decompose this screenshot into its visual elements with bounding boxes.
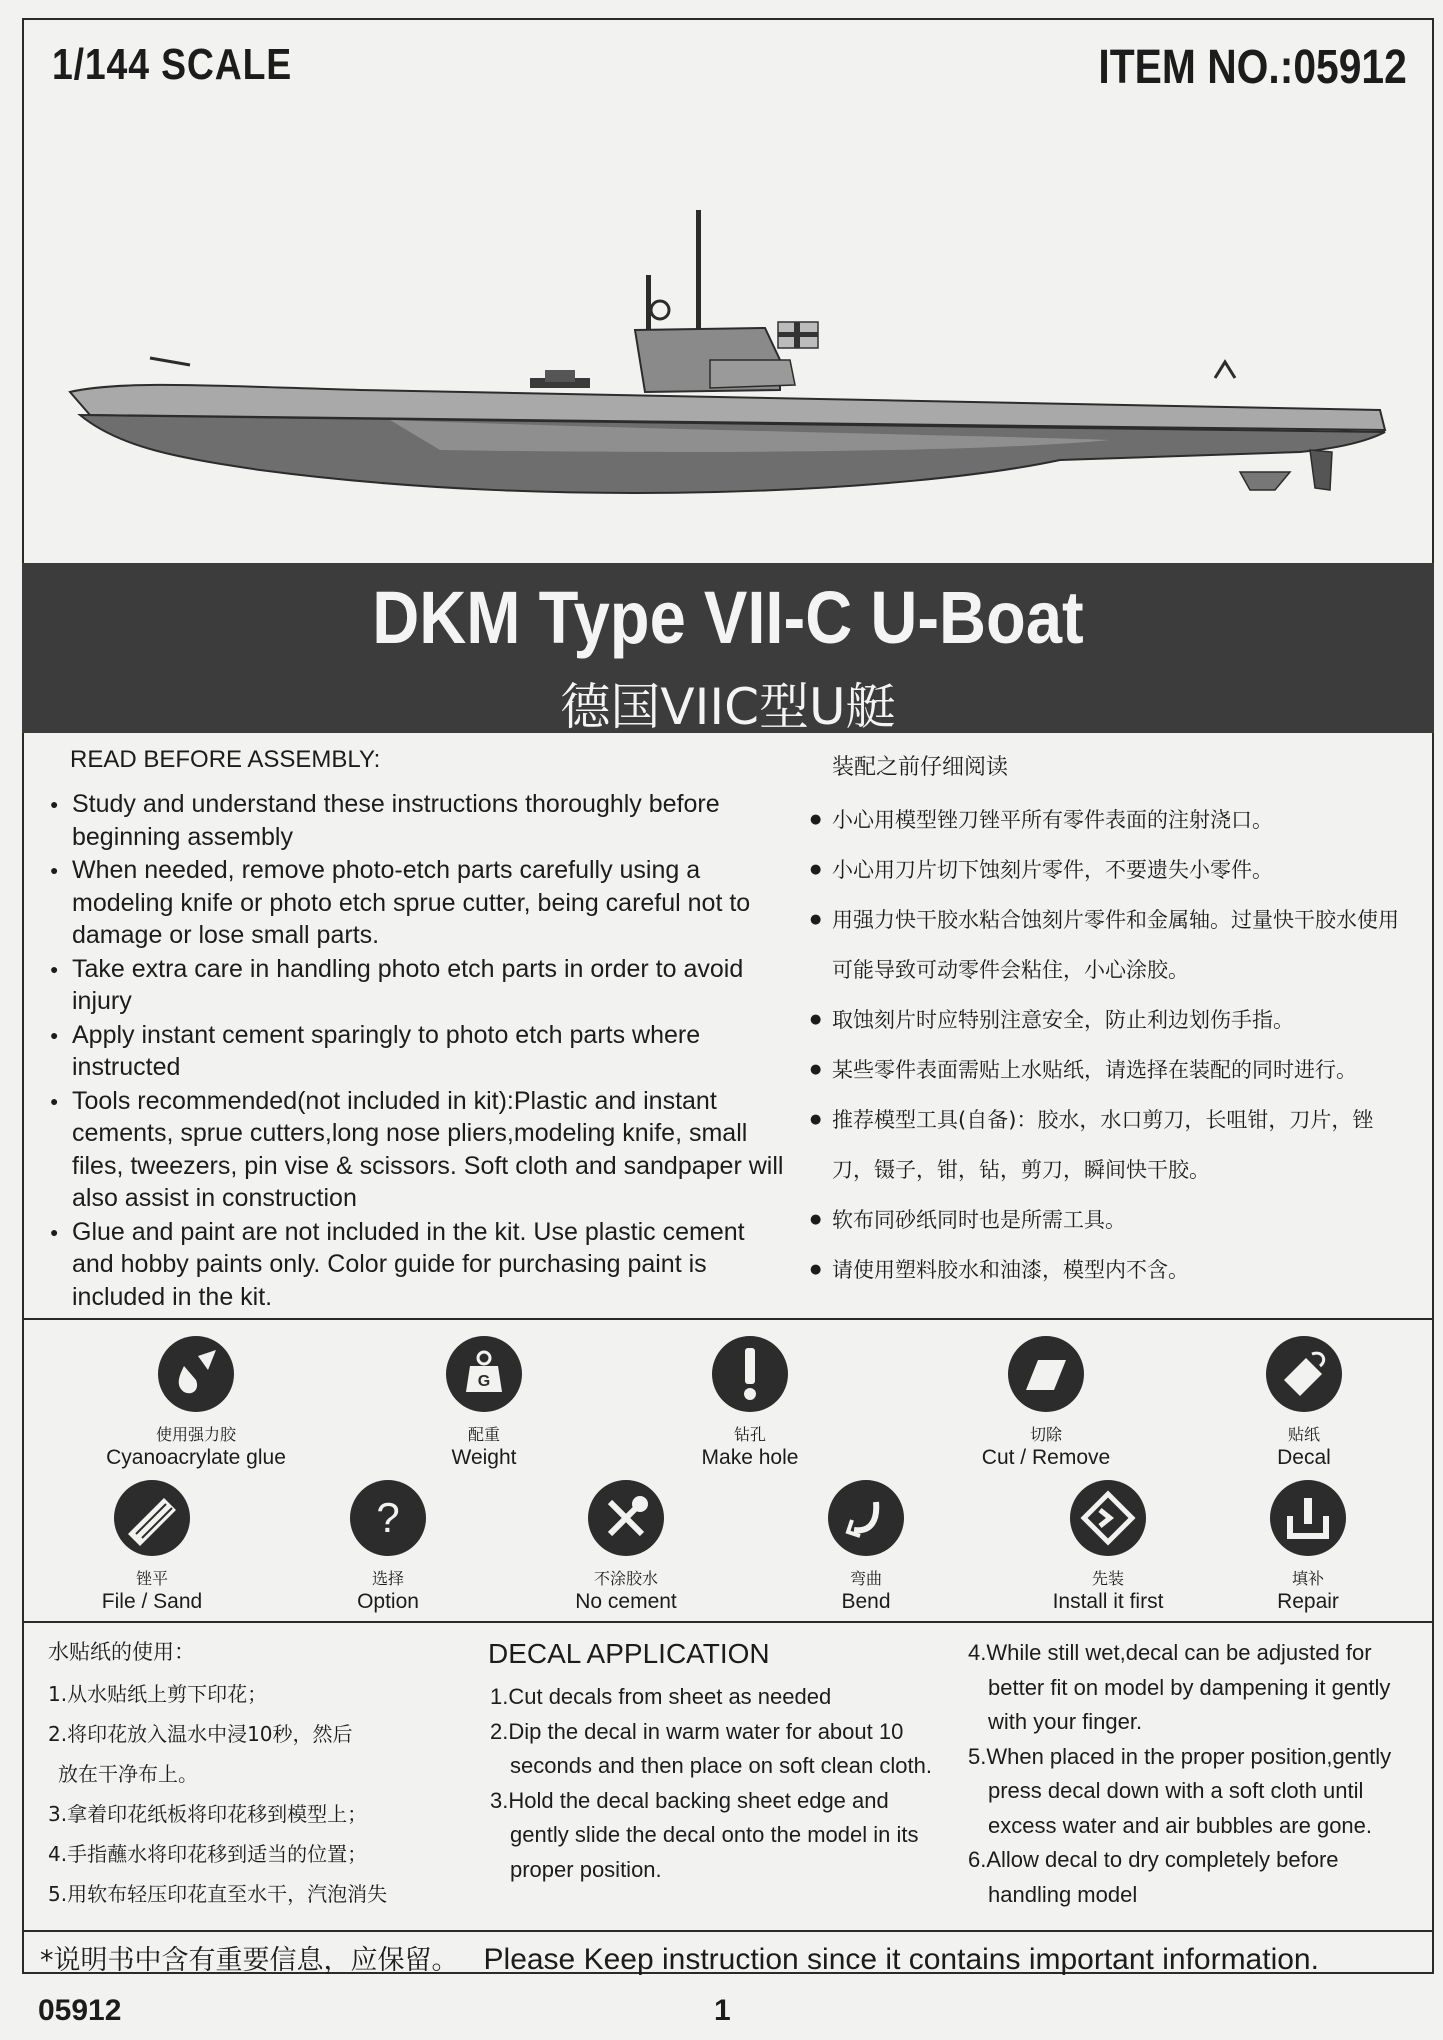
list-item: ● 请使用塑料胶水和油漆，模型内不含。 xyxy=(810,1245,1410,1295)
file-icon xyxy=(114,1480,190,1556)
symbols-legend xyxy=(22,1318,1434,1623)
list-item: ● Study and understand these instructions thoroughly before beginning assembly xyxy=(48,788,788,853)
read-before-list-en xyxy=(48,788,788,1314)
cut-icon xyxy=(1008,1336,1084,1412)
symbol-weight xyxy=(374,1336,594,1470)
decal-icon xyxy=(1266,1336,1342,1412)
repair-icon xyxy=(1270,1480,1346,1556)
list-item: 4.手指蘸水将印花移到适当的位置； xyxy=(48,1842,368,1866)
symbol-label-en: File / Sand xyxy=(101,1590,203,1613)
symbol-label-en: No cement xyxy=(575,1590,677,1613)
list-item: ● 小心用刀片切下蚀刻片零件，不要遗失小零件。 xyxy=(810,845,1410,895)
list-item: ● Glue and paint are not included in the kit. Use plastic cement and hobby paints only. Color guide for purchasing paint is included in the kit. xyxy=(48,1216,788,1314)
symbol-file xyxy=(42,1480,262,1614)
no-cement-icon xyxy=(588,1480,664,1556)
install-first-icon xyxy=(1070,1480,1146,1556)
read-before-list-cn xyxy=(810,795,1410,1295)
symbol-label-en: Make hole xyxy=(701,1446,799,1469)
submarine-illustration xyxy=(60,210,1400,520)
symbol-label-en: Repair xyxy=(1277,1590,1339,1613)
symbol-label-cn: 使用强力胶 xyxy=(155,1425,236,1444)
list-item: 3.Hold the decal backing sheet edge and gently slide the decal onto the model in its proper position. xyxy=(490,1787,919,1882)
read-before-title-cn: 装配之前仔细阅读 xyxy=(832,755,1009,780)
list-item: 放在干净布上。 xyxy=(58,1762,198,1786)
question-icon xyxy=(350,1480,426,1556)
list-item: ● 小心用模型锉刀锉平所有零件表面的注射浇口。 xyxy=(810,795,1410,845)
footer-note xyxy=(40,1938,1319,1977)
decal-cn-steps xyxy=(48,1674,387,1914)
list-item: ● When needed, remove photo-etch parts carefully using a modeling knife or photo etch sprue cutter, being careful not to damage or lose small parts. xyxy=(48,854,788,952)
list-item: ● 取蚀刻片时应特别注意安全，防止利边划伤手指。 xyxy=(810,995,1410,1045)
list-item: ● 软布同砂纸同时也是所需工具。 xyxy=(810,1195,1410,1245)
list-item: 1.从水贴纸上剪下印花； xyxy=(48,1682,268,1706)
symbol-label-cn: 填补 xyxy=(1291,1569,1324,1588)
symbol-no-cement xyxy=(516,1480,736,1614)
page-number: 1 xyxy=(714,1994,731,2027)
list-item: 1.Cut decals from sheet as needed xyxy=(490,1684,832,1709)
drill-icon xyxy=(712,1336,788,1412)
symbol-label-en: Cyanoacrylate glue xyxy=(106,1446,286,1469)
symbol-label-cn: 弯曲 xyxy=(849,1569,882,1588)
symbol-repair xyxy=(1198,1480,1418,1614)
svg-text:G: G xyxy=(477,1373,491,1390)
decal-cn-title: 水贴纸的使用： xyxy=(48,1640,195,1664)
symbol-label-en: Install it first xyxy=(1052,1590,1164,1613)
symbol-install-first xyxy=(998,1480,1218,1614)
weight-icon xyxy=(446,1336,522,1412)
title-band xyxy=(22,563,1434,736)
list-item: 2.将印花放入温水中浸10秒，然后 xyxy=(48,1722,353,1746)
title-chinese: 德国VIIC型U艇 xyxy=(560,678,896,736)
symbol-label-cn: 贴纸 xyxy=(1287,1425,1320,1444)
symbol-label-en: Bend xyxy=(841,1590,891,1613)
svg-text:?: ? xyxy=(376,1494,400,1541)
symbol-decal xyxy=(1194,1336,1414,1470)
list-item: ● 推荐模型工具(自备)：胶水，水口剪刀，长咀钳，刀片，锉刀，镊子，钳，钻，剪刀，瞬间快干胶。 xyxy=(810,1095,1410,1195)
title-english: DKM Type VII-C U-Boat xyxy=(372,576,1084,659)
list-item: ● Take extra care in handling photo etch parts in order to avoid injury xyxy=(48,953,788,1018)
symbol-bend xyxy=(756,1480,976,1614)
symbol-label-cn: 先装 xyxy=(1091,1569,1124,1588)
symbol-option xyxy=(278,1480,498,1614)
bend-icon xyxy=(828,1480,904,1556)
symbol-label-cn: 配重 xyxy=(467,1425,500,1444)
symbol-label-cn: 切除 xyxy=(1029,1425,1062,1444)
list-item: ● 用强力快干胶水粘合蚀刻片零件和金属轴。过量快干胶水使用可能导致可动零件会粘住，小心涂胶。 xyxy=(810,895,1410,995)
symbol-glue xyxy=(86,1336,306,1470)
page-code: 05912 xyxy=(38,1994,122,2027)
symbol-label-cn: 不涂胶水 xyxy=(593,1569,658,1588)
glue-drop-icon xyxy=(158,1336,234,1412)
list-item: 4.While still wet,decal can be adjusted for better fit on model by dampening it gently with your finger. xyxy=(968,1640,1391,1734)
decal-application-title: DECAL APPLICATION xyxy=(488,1638,770,1669)
footer-note-en: Please Keep instruction since it contains important information. xyxy=(483,1943,1319,1976)
list-item: 5.When placed in the proper position,gently press decal down with a soft cloth until excess water and air bubbles are gone. xyxy=(968,1743,1392,1838)
list-item: ● 某些零件表面需贴上水贴纸，请选择在装配的同时进行。 xyxy=(810,1045,1410,1095)
symbol-label-en: Cut / Remove xyxy=(981,1446,1111,1469)
symbol-label-cn: 钻孔 xyxy=(733,1425,766,1444)
list-item: ● Tools recommended(not included in kit):Plastic and instant cements, sprue cutters,long nose pliers,modeling knife, small files, tweezers, pin vise & scissors. Soft cloth and sandpaper will also assist in construction xyxy=(48,1085,788,1215)
symbol-label-en: Decal xyxy=(1277,1446,1331,1469)
symbol-label-en: Weight xyxy=(451,1446,517,1469)
symbol-label-cn: 锉平 xyxy=(135,1569,168,1588)
list-item: 6.Allow decal to dry completely before handling model xyxy=(968,1847,1339,1907)
symbol-cut xyxy=(936,1336,1156,1470)
symbol-label-en: Option xyxy=(357,1590,419,1613)
read-before-title-en: READ BEFORE ASSEMBLY: xyxy=(70,746,381,773)
scale-label: 1/144 SCALE xyxy=(52,40,293,89)
list-item: ● Apply instant cement sparingly to photo etch parts where instructed xyxy=(48,1019,788,1084)
item-number: ITEM NO.:05912 xyxy=(1098,41,1407,94)
symbol-label-cn: 选择 xyxy=(371,1569,404,1588)
list-item: 3.拿着印花纸板将印花移到模型上； xyxy=(48,1802,368,1826)
decal-steps-col2 xyxy=(968,1636,1408,1912)
decal-steps-col1 xyxy=(490,1680,950,1887)
list-item: 2.Dip the decal in warm water for about 10 seconds and then place on soft clean cloth. xyxy=(490,1718,932,1778)
symbol-drill xyxy=(640,1336,860,1470)
list-item: 5.用软布轻压印花直至水干，汽泡消失 xyxy=(48,1882,388,1906)
footer-note-cn: *说明书中含有重要信息，应保留。 xyxy=(40,1945,459,1976)
